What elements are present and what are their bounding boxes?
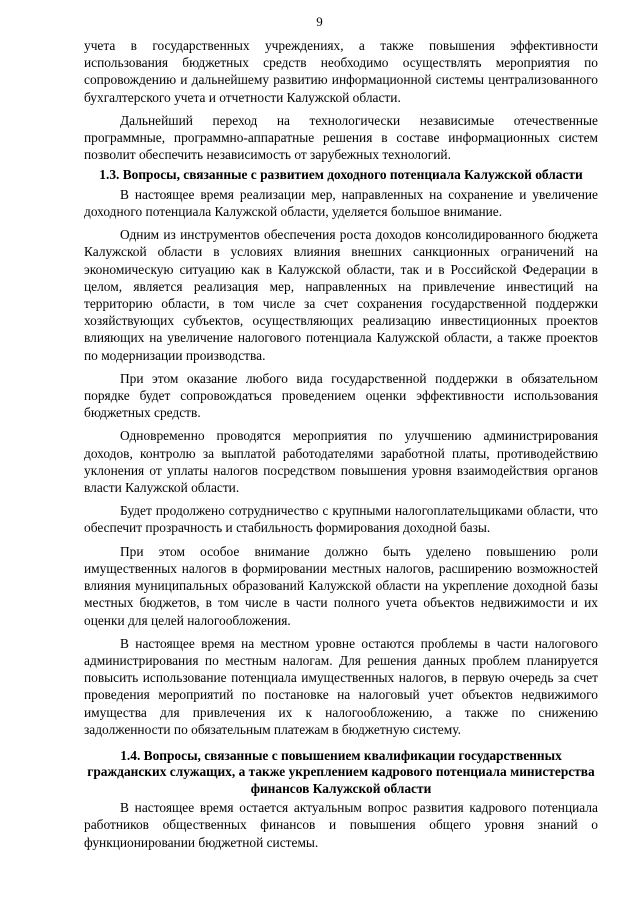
paragraph: В настоящее время остается актуальным вопрос развития кадрового потенциала работников общественных финансов и повышения общего уровня знаний о функционировании бюджетной системы. (84, 800, 598, 850)
paragraph: В настоящее время реализации мер, направленных на сохранение и увеличение доходного потенциала Калужской области, уделяется большое внимание. (84, 186, 598, 220)
section-heading-1-3: 1.3. Вопросы, связанные с развитием доходного потенциала Калужской области (99, 167, 583, 183)
paragraph: При этом оказание любого вида государственной поддержки в обязательном порядке будет сопровождаться проведением оценки эффективности использования бюджетных средств. (84, 370, 598, 421)
paragraph: Одновременно проводятся мероприятия по улучшению администрирования доходов, контролю за выплатой работодателями заработной платы, противодействию уклонения от уплаты налогов посредством повышения уровня взаимодействия органов власти Калужской области. (84, 428, 598, 496)
document-body (84, 37, 598, 851)
paragraph: Одним из инструментов обеспечения роста доходов консолидированного бюджета Калужской области в условиях влияния внешних санкционных ограничений на экономическую ситуацию как в Калужской области, так и в Российской Федерации в целом, является реализация мер, направленных на привлечение инвестиций на территорию области, в том числе за счет сохранения государственной поддержки хозяйствующих субъектов, осуществляющих реализацию инвестиционных проектов влияющих на увеличение налогового потенциала Калужской области, а также проектов по модернизации производства. (84, 227, 598, 363)
page-number: 9 (316, 14, 323, 29)
paragraph: Будет продолжено сотрудничество с крупными налогоплательщиками области, что обеспечит прозрачность и стабильность формирования доходной базы. (84, 503, 598, 536)
paragraph: При этом особое внимание должно быть уделено повышению роли имущественных налогов в формировании местных налогов, расширению возможностей влияния муниципальных образований Калужской области на укрепление доходной базы местных бюджетов, в том числе в части полного учета объектов недвижимости и их оценки для целей налогообложения. (84, 543, 598, 628)
paragraph: учета в государственных учреждениях, а также повышения эффективности использования бюджетных средств необходимо осуществлять мероприятия по сопровождению и дальнейшему развитию информационной системы централизованного бухгалтерского учета и отчетности Калужской области. (84, 38, 598, 105)
paragraph: Дальнейший переход на технологически независимые отечественные программные, программно-аппаратные решения в составе информационных систем позволит обеспечить независимость от зарубежных технологий. (84, 112, 598, 163)
paragraph: В настоящее время на местном уровне остаются проблемы в части налогового администрирования по местным налогам. Для решения данных проблем планируется повысить использование потенциала имущественных налогов, в первую очередь за счет проведения мероприятий по постановке на налоговый учет объектов недвижимого имущества для привлечения их к налогообложению, а также по снижению задолженности по обязательным платежам в бюджетную систему. (84, 635, 598, 737)
section-heading-1-4: 1.4. Вопросы, связанные с повышением квалификации государственных гражданских служащих, а также укреплением кадрового потенциала министерства финансов Калужской области (87, 747, 595, 796)
